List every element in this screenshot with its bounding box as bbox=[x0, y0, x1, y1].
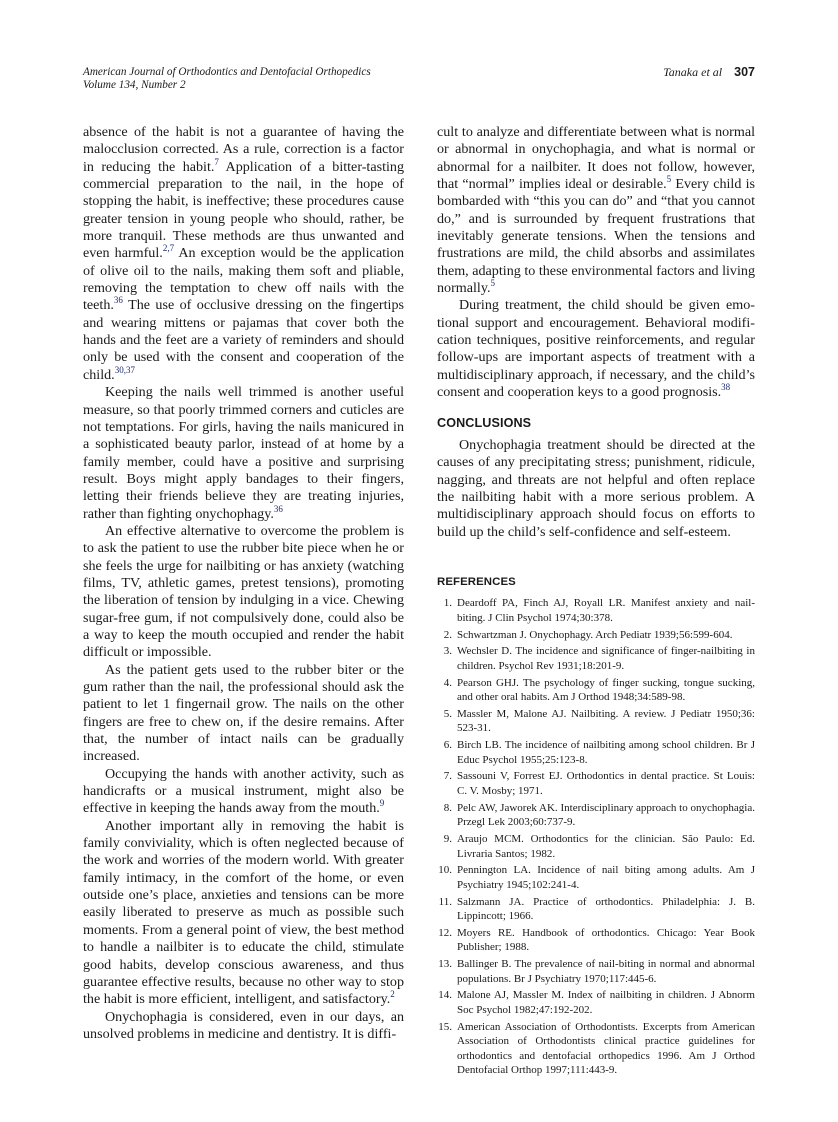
reference-item bbox=[437, 895, 755, 924]
reference-number: 7. bbox=[443, 770, 452, 783]
citation-link[interactable]: 5 bbox=[666, 174, 672, 185]
references-heading: REFERENCES bbox=[437, 575, 516, 588]
reference-item bbox=[437, 1020, 755, 1078]
paragraph-text: Keeping the nails well trimmed is another useful measure, so that poorly trimmed corners and cuticles are not temptations. For girls, having the nails manicured in a sophisticated beauty parlor, instead of at home by a family member, could have a positive and surprising result. Boys might apply bandages to their fingers, letting their friends believe they are treating injuries, rather than fighting onychophagy. bbox=[83, 384, 404, 522]
paragraph bbox=[437, 124, 755, 297]
reference-item bbox=[437, 863, 755, 892]
citation-link[interactable]: 36 bbox=[113, 295, 123, 306]
citation-link[interactable]: 7 bbox=[214, 156, 219, 167]
conclusions-paragraph: Onychophagia treatment should be directed at the causes of any precipitating stress; punishment, ridicule, nagging, and threats are not helpful and often replace the nailbiting habit with a more serious problem. A multidisciplinary approach should focus on efforts to build up the child’s self-confidence and self-esteem. bbox=[437, 436, 755, 540]
paragraph-text: Onychophagia is considered, even in our days, an unsolved problems in medicine and dentistry. It is diffi- bbox=[83, 1008, 404, 1042]
reference-number: 2. bbox=[443, 628, 452, 641]
reference-text: Pennington LA. Incidence of nail biting among adults. Am J Psychiatry 1945;102:241-4. bbox=[457, 864, 755, 891]
reference-text: Moyers RE. Handbook of orthodontics. Chicago: Year Book Publisher; 1988. bbox=[457, 926, 755, 954]
reference-text: Massler M, Malone AJ. Nailbiting. A review. J Pediatr 1950;36: 523-31. bbox=[457, 707, 755, 735]
reference-number: 1. bbox=[443, 597, 452, 610]
paragraph-text: An effective alternative to overcome the problem is to ask the patient to use the rubber bite piece when he or she feels the urge for nailbiting or has anxiety (watching films, TV, athletic games, pretest tensions), promoting the liberation of tension by indulging in a vice. Chewing sugar-free gum, if not compulsively done, could also be a way to keep the mouth occupied and render the habit difficult or impossible. bbox=[83, 522, 404, 661]
running-head bbox=[83, 66, 755, 92]
reference-item bbox=[437, 676, 755, 705]
paragraph bbox=[83, 523, 404, 662]
journal-volume: Volume 134, Number 2 bbox=[83, 79, 186, 91]
paragraph-text: absence of the habit is not a guarantee of having the malocclusion corrected. As a rule, correction is a factor in reducing the habit. bbox=[83, 124, 404, 175]
reference-number: 8. bbox=[443, 801, 452, 814]
reference-text: Schwartzman J. Onychophagy. Arch Pediatr 1939;56:599-604. bbox=[457, 628, 733, 641]
paragraph-text: An exception would be the application of olive oil to the nails, making them soft and pliable, removing the temptation to chew off nails with the teeth. bbox=[83, 245, 404, 314]
conclusions-heading: CONCLUSIONS bbox=[437, 415, 532, 430]
paragraph-text: Application of a bitter-tasting commercial preparation to the nail, in the hope of stopping the habit, is ineffective; these procedures cause greater tension in young people who should, rather, be more tranquil. These methods are thus unwanted and even harmful. bbox=[83, 158, 405, 262]
reference-item bbox=[437, 957, 755, 986]
paragraph-text: During treatment, the child should be given emotional support and encouragement. Behavioral modification techniques, positive reinforcements, and regular follow-ups are important aspects of treatment with a multidisciplinary approach, if necessary, and the child’s consent and cooperation keys to a good prognosis. bbox=[437, 297, 755, 401]
citation-link[interactable]: 38 bbox=[721, 382, 731, 393]
right-column bbox=[437, 124, 755, 1080]
paragraph bbox=[83, 384, 404, 523]
reference-number: 11. bbox=[438, 895, 452, 908]
paragraph-text: cult to analyze and differentiate between what is normal or abnormal in onychophagia, and what is normal or abnormal for a nailbiter. It does not follow, however, that “normal” implies ideal or desirable. bbox=[437, 124, 755, 193]
reference-item bbox=[437, 596, 755, 625]
reference-text: Pelc AW, Jaworek AK. Interdisciplinary approach to onychophagia. Przegl Lek 2003;60:737-9. bbox=[457, 801, 755, 829]
reference-text: Sassouni V, Forrest EJ. Orthodontics in dental practice. St Louis: C. V. Mosby; 1971. bbox=[457, 770, 755, 797]
paragraph bbox=[83, 818, 404, 1009]
running-head-right bbox=[663, 66, 755, 80]
page-number: 307 bbox=[734, 65, 755, 79]
author-short: Tanaka et al bbox=[663, 65, 723, 79]
reference-text: Deardoff PA, Finch AJ, Royall LR. Manifest anxiety and nail-biting. J Clin Psychol 1974;30:378. bbox=[457, 597, 755, 624]
citation-link[interactable]: 2 bbox=[390, 989, 395, 1000]
reference-text: Birch LB. The incidence of nailbiting among school children. Br J Educ Psychol 1955;25:123-8. bbox=[457, 739, 755, 766]
reference-text: Salzmann JA. Practice of orthodontics. Philadelphia: J. B. Lippincott; 1966. bbox=[457, 895, 755, 923]
reference-text: Malone AJ, Massler M. Index of nailbiting in children. J Abnorm Soc Psychol 1982;47:192-202. bbox=[457, 989, 755, 1016]
reference-item bbox=[437, 738, 755, 767]
paragraph bbox=[83, 766, 404, 818]
reference-number: 10. bbox=[438, 864, 452, 877]
citation-link[interactable]: 2,7 bbox=[162, 243, 175, 254]
reference-number: 14. bbox=[438, 989, 452, 1002]
reference-number: 13. bbox=[438, 958, 452, 971]
reference-item bbox=[437, 801, 755, 830]
paragraph bbox=[437, 297, 755, 401]
paragraph-text: Every child is bombarded with “this you can do” and “that you cannot do,” and is surrounded by frequent frustrations that inevitably generate tensions. When the tensions and frustrations are mild, the child absorbs and assimilates them, adapting to these environmental factors and living normally. bbox=[437, 176, 756, 297]
reference-item bbox=[437, 769, 755, 798]
citation-link[interactable]: 36 bbox=[273, 503, 283, 514]
paragraph bbox=[83, 124, 404, 384]
reference-item bbox=[437, 707, 755, 736]
reference-text: Wechsler D. The incidence and significance of finger-nailbiting in children. Psychol Rev 1931;18:201-9. bbox=[457, 645, 755, 672]
reference-number: 12. bbox=[438, 926, 452, 939]
reference-number: 4. bbox=[443, 676, 452, 689]
reference-item bbox=[437, 832, 755, 861]
reference-item bbox=[437, 988, 755, 1017]
reference-number: 5. bbox=[443, 707, 452, 720]
paragraph-text: Occupying the hands with another activity, such as handicrafts or a musical instrument, might also be effective in keeping the hands away from the mouth. bbox=[83, 765, 404, 817]
reference-text: American Association of Orthodontists. Excerpts from American Association of Orthodontists clinical practice guidelines for orthodontics and dentofacial orthopedics 1996. Am J Orthod Dentofacial Orthop 1997;111:443-9. bbox=[457, 1020, 755, 1077]
citation-link[interactable]: 30,37 bbox=[114, 364, 135, 375]
reference-list bbox=[437, 596, 755, 1078]
reference-text: Araujo MCM. Orthodontics for the clinician. São Paulo: Ed. Livraria Santos; 1982. bbox=[457, 832, 755, 860]
citation-link[interactable]: 5 bbox=[490, 278, 495, 289]
left-column bbox=[83, 124, 404, 1043]
journal-title: American Journal of Orthodontics and Dentofacial Orthopedics bbox=[83, 66, 371, 78]
reference-text: Pearson GHJ. The psychology of finger sucking, tongue sucking, and other oral habits. Am J Orthod 1948;34:589-98. bbox=[457, 676, 755, 704]
reference-number: 3. bbox=[443, 645, 452, 658]
paragraph-text: Another important ally in removing the habit is family conviviality, which is often neglected because of the work and worries of the modern world. With greater family intimacy, in the comfort of the home, or even outside one’s place, anxieties and tensions can be more easily liberated to preserve as much as possible such moments. From a general point of view, the best method to handle a nailbiter is to educate the child, stimulate good habits, develop conscious awareness, and thus guarantee effective results, because no other way to stop the habit is more efficient, intelligent, and satisfactory. bbox=[83, 817, 404, 1008]
paragraph-text: The use of occlusive dressing on the fingertips and wearing mittens or pajamas that cover both the hands and the feet are a variety of reminders and should only be used with the consent and cooperation of the child. bbox=[83, 297, 404, 383]
paragraph bbox=[83, 662, 404, 766]
reference-number: 6. bbox=[443, 739, 452, 752]
paragraph bbox=[83, 1009, 404, 1044]
reference-item bbox=[437, 628, 755, 643]
reference-number: 9. bbox=[443, 832, 452, 845]
reference-item bbox=[437, 926, 755, 955]
citation-link[interactable]: 9 bbox=[379, 798, 385, 809]
reference-item bbox=[437, 644, 755, 673]
reference-text: Ballinger B. The prevalence of nail-biting in normal and abnormal populations. Br J Psychiatry 1970;117:445-6. bbox=[457, 958, 755, 985]
paragraph-text: As the patient gets used to the rubber biter or the gum rather than the nail, the professional should ask the patient to let 1 fingernail grow. The nails on the other fingers are free to chew on, if the desire remains. After that, the number of intact nails can be gradually increased. bbox=[83, 661, 404, 765]
reference-number: 15. bbox=[438, 1020, 452, 1033]
